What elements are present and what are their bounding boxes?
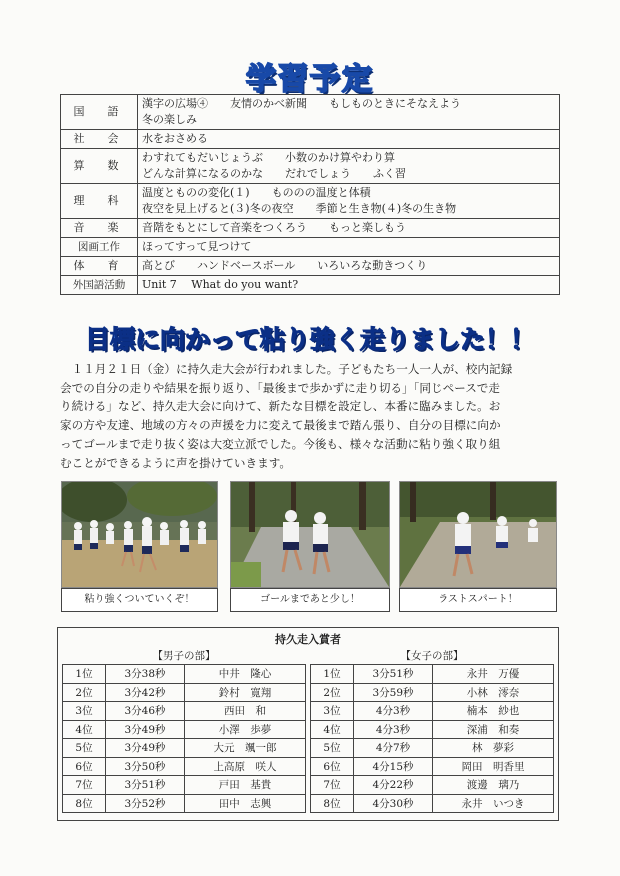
content-line: 温度とものの変化(１) もののの温度と体積 [142, 186, 371, 199]
time-cell: 3分52秒 [106, 794, 185, 813]
results-box [57, 627, 559, 821]
schedule-title: 学習予定 [246, 62, 374, 97]
rank-cell: 4位 [63, 720, 106, 739]
rank-cell: 3位 [311, 702, 354, 721]
content-line: Unit 7 What do you want? [142, 278, 299, 291]
paragraph-line: り続ける」など、持久走大会に向けて、新たな目標を設定し、本番に臨みました。お [60, 399, 501, 414]
time-cell: 3分49秒 [106, 739, 185, 758]
rank-cell: 7位 [311, 776, 354, 795]
result-row [63, 794, 306, 813]
time-cell: 3分46秒 [106, 702, 185, 721]
time-cell: 3分49秒 [106, 720, 185, 739]
subject-label: 体 育 [61, 257, 138, 276]
content-line: 高とび ハンドベースボール いろいろな動きつくり [142, 259, 428, 272]
rank-cell: 5位 [63, 739, 106, 758]
rank-cell: 3位 [63, 702, 106, 721]
boys-results-table [62, 664, 306, 813]
photo-caption: ゴールまであと少し！ [230, 588, 390, 612]
rank-cell: 7位 [63, 776, 106, 795]
name-cell: 深浦 和奏 [433, 720, 554, 739]
photo-runners-sprint [399, 481, 557, 588]
time-cell: 4分22秒 [354, 776, 433, 795]
schedule-row [61, 238, 560, 257]
schedule-table [60, 94, 560, 295]
schedule-row [61, 257, 560, 276]
result-row [311, 665, 554, 684]
name-cell: 永井 万優 [433, 665, 554, 684]
name-cell: 田中 志興 [185, 794, 306, 813]
name-cell: 岡田 明香里 [433, 757, 554, 776]
result-row [311, 776, 554, 795]
result-row [311, 683, 554, 702]
name-cell: 大元 颯一郎 [185, 739, 306, 758]
name-cell: 西田 和 [185, 702, 306, 721]
rank-cell: 5位 [311, 739, 354, 758]
photo-runners-group [61, 481, 218, 588]
rank-cell: 2位 [63, 683, 106, 702]
runners-sprint-image [400, 482, 556, 587]
runners-pair-image [231, 482, 389, 587]
name-cell: 鈴村 寛翔 [185, 683, 306, 702]
boys-results [62, 648, 306, 813]
content-line: わすれてもだいじょうぶ 小数のかけ算やわり算 [142, 151, 395, 164]
girls-results [310, 648, 554, 813]
name-cell: 中井 隆心 [185, 665, 306, 684]
rank-cell: 6位 [311, 757, 354, 776]
girls-results-table [310, 664, 554, 813]
result-row [311, 739, 554, 758]
time-cell: 4分30秒 [354, 794, 433, 813]
runners-group-image [62, 482, 217, 587]
subject-label: 音 楽 [61, 219, 138, 238]
rank-cell: 1位 [63, 665, 106, 684]
name-cell: 楠本 紗也 [433, 702, 554, 721]
paragraph-line: むことができるように声を掛けていきます。 [60, 455, 291, 470]
content-line: 水をおさめる [142, 132, 208, 145]
name-cell: 上高原 咲人 [185, 757, 306, 776]
subject-content [138, 276, 560, 295]
name-cell: 戸田 基貴 [185, 776, 306, 795]
subject-label: 外国語活動 [61, 276, 138, 295]
name-cell: 渡邊 璃乃 [433, 776, 554, 795]
result-row [63, 720, 306, 739]
name-cell: 永井 いつき [433, 794, 554, 813]
content-line: 音階をもとにして音楽をつくろう もっと楽しもう [142, 221, 406, 234]
result-row [63, 683, 306, 702]
boys-heading: 【男子の部】 [152, 650, 216, 662]
content-line: ほってすって見つけて [142, 240, 252, 253]
paragraph-line: 家の方や友達、地域の方々の声援を力に変えて最後まで踏ん張り、自分の目標に向か [60, 418, 501, 433]
subject-label: 国 語 [61, 95, 138, 130]
rank-cell: 1位 [311, 665, 354, 684]
subject-content [138, 149, 560, 184]
results-title: 持久走入賞者 [275, 633, 341, 646]
time-cell: 3分51秒 [106, 776, 185, 795]
schedule-row [61, 219, 560, 238]
subject-content [138, 95, 560, 130]
paragraph-line: ってゴールまで走り抜く姿は大変立派でした。今後も、様々な活動に粘り強く取り組 [60, 436, 501, 451]
subject-content [138, 257, 560, 276]
subject-label: 社 会 [61, 130, 138, 149]
article-headline: 目標に向かって粘り強く走りました！！ [84, 325, 535, 354]
paragraph-line: 会での自分の走りや結果を振り返り、「最後まで歩かずに走り切る」「同じペースで走 [60, 380, 500, 395]
rank-cell: 2位 [311, 683, 354, 702]
content-line: 漢字の広場④ 友情のかべ新聞 もしものときにそなえよう [142, 97, 461, 110]
schedule-row [61, 149, 560, 184]
subject-content [138, 184, 560, 219]
rank-cell: 8位 [63, 794, 106, 813]
result-row [63, 776, 306, 795]
time-cell: 3分59秒 [354, 683, 433, 702]
photo-caption: ラストスパート！ [399, 588, 557, 612]
time-cell: 3分51秒 [354, 665, 433, 684]
subject-content [138, 130, 560, 149]
result-row [63, 702, 306, 721]
girls-heading: 【女子の部】 [400, 650, 464, 662]
subject-label: 図画工作 [61, 238, 138, 257]
time-cell: 4分3秒 [354, 720, 433, 739]
result-row [311, 757, 554, 776]
content-line: どんな計算になるのかな だれでしょう ふく習 [142, 167, 406, 180]
subject-label: 理 科 [61, 184, 138, 219]
rank-cell: 6位 [63, 757, 106, 776]
schedule-row [61, 276, 560, 295]
result-row [311, 702, 554, 721]
paragraph-line: １１月２１日（金）に持久走大会が行われました。子どもたち一人一人が、校内記録 [60, 362, 513, 376]
name-cell: 小澤 歩夢 [185, 720, 306, 739]
name-cell: 小林 澪奈 [433, 683, 554, 702]
time-cell: 4分15秒 [354, 757, 433, 776]
result-row [311, 720, 554, 739]
photo-caption: 粘り強くついていくぞ！ [61, 588, 218, 612]
content-line: 夜空を見上げると(３)冬の夜空 季節と生き物(４)冬の生き物 [142, 202, 457, 215]
subject-content [138, 219, 560, 238]
rank-cell: 8位 [311, 794, 354, 813]
result-row [63, 665, 306, 684]
result-row [311, 794, 554, 813]
result-row [63, 739, 306, 758]
schedule-row [61, 184, 560, 219]
schedule-row [61, 95, 560, 130]
time-cell: 3分38秒 [106, 665, 185, 684]
result-row [63, 757, 306, 776]
photo-runners-pair [230, 481, 390, 588]
name-cell: 林 夢彩 [433, 739, 554, 758]
rank-cell: 4位 [311, 720, 354, 739]
time-cell: 3分50秒 [106, 757, 185, 776]
article-paragraph [60, 360, 560, 472]
subject-content [138, 238, 560, 257]
content-line: 冬の楽しみ [142, 113, 197, 126]
time-cell: 3分42秒 [106, 683, 185, 702]
time-cell: 4分3秒 [354, 702, 433, 721]
subject-label: 算 数 [61, 149, 138, 184]
time-cell: 4分7秒 [354, 739, 433, 758]
schedule-row [61, 130, 560, 149]
